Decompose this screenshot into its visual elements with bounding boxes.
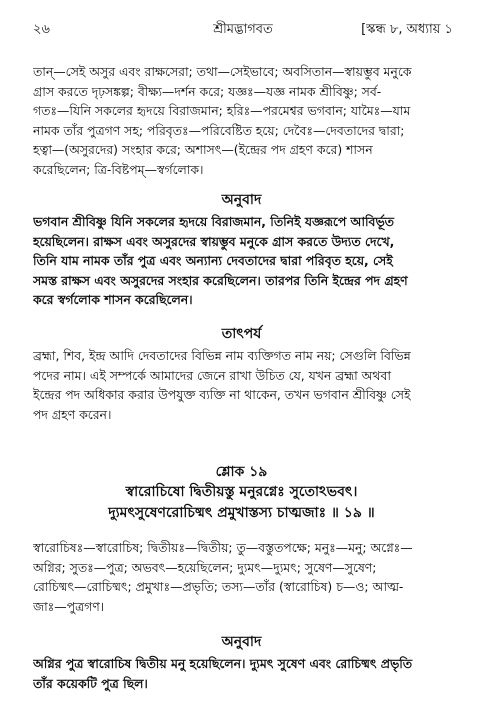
synonyms-block-2 xyxy=(33,538,451,616)
translation-line: ভগবান শ্রীবিষ্ণু যিনি সকলের হৃদয়ে বিরাজমান, তিনিই যজ্ঞরূপে আবির্ভূত xyxy=(33,214,394,229)
synonym-line: তান্—সেই অসুর এবং রাক্ষসেরা; তথা—সেইভাবে; অবসিতান—স্বায়ম্ভুব মনুকে xyxy=(33,64,412,79)
synonym-line: অগ্নির; সুতঃ—পুত্র; অভবৎ—হয়েছিলেন; দ্যুমৎ—দ্যুমৎ; সুষেণ—সুষেণ; xyxy=(33,559,377,575)
translation-heading-2: অনুবাদ xyxy=(221,634,262,650)
translation-line: সমস্ত রাক্ষস এবং অসুরদের সংহার করেছিলেন। তারপর তিনি ইন্দ্রের পদ গ্রহণ xyxy=(33,272,408,288)
purport-line: পদ গ্রহণ করেন। xyxy=(33,406,112,422)
page-number: ২৬ xyxy=(33,22,50,37)
synonym-line: হত্বা—(অসুরদের) সংহার করে; অশাসৎ—(ইন্দ্রের পদ গ্রহণ করে) শাসন xyxy=(33,142,373,157)
synonym-line: নামক তাঁর পুত্রগণ সহ; পরিবৃতঃ—পরিবেষ্টিত হয়ে; দেবৈঃ—দেবতাদের দ্বারা; xyxy=(33,122,405,138)
translation-heading-1: অনুবাদ xyxy=(221,192,262,208)
purport-line: ব্রহ্মা, শিব, ইন্দ্র আদি দেবতাদের বিভিন্ন নাম ব্যক্তিগত নাম নয়; সেগুলি বিভিন্ন xyxy=(33,348,411,363)
purport-line: পদের নাম। এই সম্পর্কে আমাদের জেনে রাখা উচিত যে, যখন ব্রহ্মা অথবা xyxy=(33,367,391,383)
shloka-heading: শ্লোক ১৯ xyxy=(215,464,268,480)
synonym-line: রোচিষ্মৎ—রোচিষ্মৎ; প্রমুখাঃ—প্রভৃতি; তস্য—তাঁর (স্বারোচিষ) চ—ও; আত্ম- xyxy=(33,579,404,594)
synonym-line: স্বারোচিষঃ—স্বারোচিষ; দ্বিতীয়ঃ—দ্বিতীয়; তু—বস্তুতপক্ষে; মনুঃ—মনু; অগ্নেঃ— xyxy=(33,540,413,555)
translation-line: তাঁর কয়েকটি পুত্র ছিল। xyxy=(33,675,148,691)
synonym-line: গতঃ—যিনি সকলের হৃদয়ে বিরাজমান; হরিঃ—পরমেশ্বর ভগবান; যামৈঃ—যাম xyxy=(33,103,411,118)
synonym-line: গ্রাস করতে দৃঢ়সঙ্কল্প; বীক্ষ্য—দর্শন করে; যজ্ঞঃ—যজ্ঞ নামক শ্রীবিষ্ণু; সর্ব- xyxy=(33,83,382,99)
translation-block-2 xyxy=(33,654,451,693)
chapter-reference: [স্কন্ধ ৮, অধ্যায় ১ xyxy=(361,22,453,37)
purport-line: ইন্দ্রের পদ অধিকার করার উপযুক্ত ব্যক্তি না থাকেন, তখন ভগবান শ্রীবিষ্ণু সেই xyxy=(33,387,411,402)
sanskrit-verse xyxy=(0,482,483,524)
purport-block xyxy=(33,346,451,424)
verse-line: দ্যুমৎসুষেণরোচিষ্মৎ প্রমুখাস্তস্য চাত্মজাঃ ॥ ১৯ ॥ xyxy=(108,505,375,521)
verse-line: স্বারোচিষো দ্বিতীয়স্তু মনুরগ্নেঃ সুতোঽভবৎ। xyxy=(125,484,358,500)
synonym-line: জাঃ—পুত্রগণ। xyxy=(33,598,105,614)
book-title: শ্রীমদ্ভাগবত xyxy=(213,22,273,37)
synonyms-block-1 xyxy=(33,62,451,179)
translation-line: অগ্নির পুত্র স্বারোচিষ দ্বিতীয় মনু হয়েছিলেন। দ্যুমৎ সুষেণ এবং রোচিষ্মৎ প্রভৃতি xyxy=(33,656,413,671)
translation-block-1 xyxy=(33,212,451,310)
translation-line: হয়েছিলেন। রাক্ষস এবং অসুরদের স্বায়ম্ভুব মনুকে গ্রাস করতে উদ্যত দেখে, xyxy=(33,233,395,249)
page-header xyxy=(33,20,453,40)
synonym-line: করেছিলেন; ত্রি-বিষ্টপম্—স্বর্গলোক। xyxy=(33,161,204,177)
translation-line: তিনি যাম নামক তাঁর পুত্র এবং অন্যান্য দেবতাদের দ্বারা পরিবৃত হয়ে, সেই xyxy=(33,253,393,268)
purport-heading: তাৎপর্য xyxy=(221,326,262,342)
translation-line: করে স্বর্গলোক শাসন করেছিলেন। xyxy=(33,292,193,307)
